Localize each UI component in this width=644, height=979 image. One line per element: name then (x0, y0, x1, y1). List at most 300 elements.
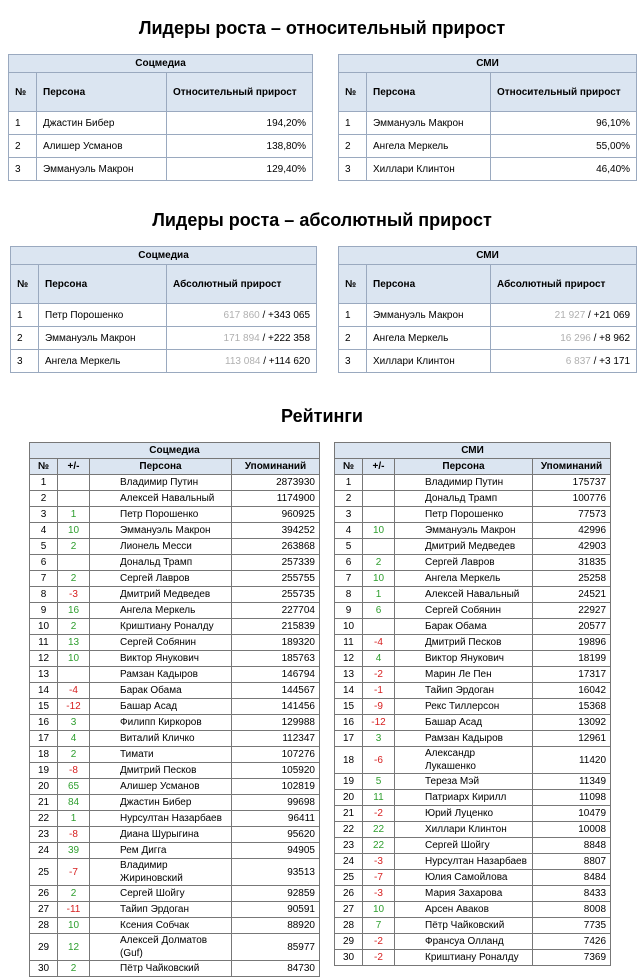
rank-cell: 1 (335, 475, 363, 491)
change-cell (58, 475, 90, 491)
col-person: Персона (367, 265, 491, 304)
table-row (335, 838, 611, 854)
mentions-cell: 257339 (232, 555, 320, 571)
person-cell: Сергей Лавров (395, 555, 533, 571)
rank-cell: 2 (335, 491, 363, 507)
person-cell: Петр Порошенко (395, 507, 533, 523)
person-cell: Дмитрий Медведев (395, 539, 533, 555)
table-row (30, 635, 320, 651)
growth-cell (491, 350, 637, 373)
mentions-cell: 102819 (232, 779, 320, 795)
mentions-cell: 144567 (232, 683, 320, 699)
table-row (30, 507, 320, 523)
rank-cell: 26 (335, 886, 363, 902)
mentions-cell: 2873930 (232, 475, 320, 491)
growth-cell: 55,00% (491, 135, 637, 158)
change-cell: 1 (58, 811, 90, 827)
table-row (30, 918, 320, 934)
table-row (335, 523, 611, 539)
person-cell: Джастин Бибер (90, 795, 232, 811)
rank-cell: 12 (30, 651, 58, 667)
table-row (30, 523, 320, 539)
person-cell: Сергей Шойгу (90, 886, 232, 902)
person-cell: Ангела Меркель (367, 327, 491, 350)
table-row (30, 667, 320, 683)
rank-cell: 8 (335, 587, 363, 603)
change-cell: -11 (58, 902, 90, 918)
col-person: Персона (37, 73, 167, 112)
table-row (30, 843, 320, 859)
mentions-cell: 12961 (533, 731, 611, 747)
mentions-cell: 18199 (533, 651, 611, 667)
person-cell: Виктор Янукович (90, 651, 232, 667)
rank-cell: 16 (335, 715, 363, 731)
rank-cell: 24 (30, 843, 58, 859)
change-cell: -3 (363, 854, 395, 870)
growth-value: / +3 171 (590, 355, 631, 367)
person-cell: Рекс Тиллерсон (395, 699, 533, 715)
person-cell: Франсуа Олланд (395, 934, 533, 950)
person-cell: Нурсултан Назарбаев (90, 811, 232, 827)
table-row (30, 539, 320, 555)
person-cell: Марин Ле Пен (395, 667, 533, 683)
change-cell (363, 475, 395, 491)
rank-cell: 2 (11, 327, 39, 350)
person-cell: Владимир Путин (90, 475, 232, 491)
rank-cell: 15 (30, 699, 58, 715)
change-cell (58, 555, 90, 571)
table-row (30, 571, 320, 587)
group-header: Соцмедиа (11, 247, 317, 265)
col-number: № (9, 73, 37, 112)
rank-cell: 25 (335, 870, 363, 886)
rank-cell: 17 (30, 731, 58, 747)
growth-value: / +222 358 (259, 332, 311, 344)
mentions-cell: 92859 (232, 886, 320, 902)
absolute-growth-media-table (338, 246, 637, 373)
mentions-cell: 11349 (533, 774, 611, 790)
absolute-growth-title: Лидеры роста – абсолютный прирост (152, 210, 492, 230)
rank-cell: 3 (9, 158, 37, 181)
change-cell: 10 (58, 651, 90, 667)
person-cell: Алишер Усманов (37, 135, 167, 158)
change-cell: 3 (363, 731, 395, 747)
rank-cell: 20 (30, 779, 58, 795)
change-cell (363, 539, 395, 555)
mentions-cell: 141456 (232, 699, 320, 715)
person-cell: Барак Обама (90, 683, 232, 699)
change-cell: 11 (363, 790, 395, 806)
person-cell: Хиллари Клинтон (367, 350, 491, 373)
col-absolute-growth: Абсолютный прирост (167, 265, 317, 304)
rank-cell: 19 (30, 763, 58, 779)
mentions-cell: 100776 (533, 491, 611, 507)
table-row (335, 934, 611, 950)
rank-cell: 10 (30, 619, 58, 635)
base-value: 6 837 (565, 355, 591, 367)
base-value: 617 860 (223, 309, 260, 321)
change-cell: 65 (58, 779, 90, 795)
base-value: 16 296 (560, 332, 591, 344)
person-cell: Эммануэль Макрон (367, 304, 491, 327)
growth-cell (167, 327, 317, 350)
mentions-cell: 85977 (232, 934, 320, 961)
person-cell: Петр Порошенко (90, 507, 232, 523)
person-cell: Алексей Навальный (90, 491, 232, 507)
absolute-growth-social-table (10, 246, 317, 373)
mentions-cell: 19896 (533, 635, 611, 651)
table-row (335, 475, 611, 491)
col-mentions: Упоминаний (533, 459, 611, 475)
person-cell: Ксения Собчак (90, 918, 232, 934)
table-row (335, 950, 611, 966)
change-cell: 84 (58, 795, 90, 811)
base-value: 21 927 (554, 309, 586, 321)
person-cell: Юрий Луценко (395, 806, 533, 822)
table-row (30, 619, 320, 635)
change-cell: 22 (363, 838, 395, 854)
change-cell: -4 (58, 683, 90, 699)
person-cell: Сергей Собянин (90, 635, 232, 651)
change-cell: -1 (363, 683, 395, 699)
person-cell: Рамзан Кадыров (395, 731, 533, 747)
person-cell: Филипп Киркоров (90, 715, 232, 731)
change-cell: 4 (58, 731, 90, 747)
person-cell: Владимир Путин (395, 475, 533, 491)
change-cell: 1 (363, 587, 395, 603)
table-row (30, 491, 320, 507)
rank-cell: 19 (335, 774, 363, 790)
mentions-cell: 42996 (533, 523, 611, 539)
change-cell: 39 (58, 843, 90, 859)
person-cell: Дональд Трамп (395, 491, 533, 507)
mentions-cell: 16042 (533, 683, 611, 699)
group-header: Соцмедиа (9, 55, 313, 73)
person-cell: Ангела Меркель (39, 350, 167, 373)
mentions-cell: 7735 (533, 918, 611, 934)
mentions-cell: 255755 (232, 571, 320, 587)
rank-cell: 23 (335, 838, 363, 854)
change-cell: 22 (363, 822, 395, 838)
rank-cell: 3 (30, 507, 58, 523)
mentions-cell: 10479 (533, 806, 611, 822)
rank-cell: 1 (339, 304, 367, 327)
change-cell: -6 (363, 747, 395, 774)
change-cell: 3 (58, 715, 90, 731)
table-row (335, 651, 611, 667)
person-cell: Эммануэль Макрон (367, 112, 491, 135)
change-cell: 10 (58, 523, 90, 539)
table-row (11, 304, 317, 327)
mentions-cell: 13092 (533, 715, 611, 731)
mentions-cell: 99698 (232, 795, 320, 811)
change-cell: -12 (58, 699, 90, 715)
rank-cell: 18 (30, 747, 58, 763)
col-person: Персона (395, 459, 533, 475)
mentions-cell: 77573 (533, 507, 611, 523)
mentions-cell: 215839 (232, 619, 320, 635)
change-cell: -8 (58, 763, 90, 779)
table-row (335, 539, 611, 555)
growth-cell: 96,10% (491, 112, 637, 135)
person-cell: Патриарх Кирилл (395, 790, 533, 806)
table-row (9, 158, 313, 181)
rank-cell: 28 (335, 918, 363, 934)
change-cell: -2 (363, 806, 395, 822)
growth-value: / +21 069 (585, 309, 631, 321)
table-row (30, 827, 320, 843)
rank-cell: 7 (30, 571, 58, 587)
rank-cell: 30 (335, 950, 363, 966)
rank-cell: 9 (30, 603, 58, 619)
rank-cell: 14 (335, 683, 363, 699)
rank-cell: 20 (335, 790, 363, 806)
rank-cell: 2 (9, 135, 37, 158)
rank-cell: 29 (335, 934, 363, 950)
mentions-cell: 960925 (232, 507, 320, 523)
rank-cell: 3 (339, 158, 367, 181)
group-header: СМИ (339, 55, 637, 73)
rank-cell: 1 (30, 475, 58, 491)
mentions-cell: 185763 (232, 651, 320, 667)
col-change: +/- (363, 459, 395, 475)
change-cell: 7 (363, 918, 395, 934)
table-row (335, 555, 611, 571)
person-cell: Тереза Мэй (395, 774, 533, 790)
rank-cell: 27 (335, 902, 363, 918)
mentions-cell: 15368 (533, 699, 611, 715)
person-cell: Эммануэль Макрон (37, 158, 167, 181)
table-row (335, 806, 611, 822)
table-row (335, 603, 611, 619)
growth-cell (167, 304, 317, 327)
col-person: Персона (39, 265, 167, 304)
person-cell: Криштиану Роналду (90, 619, 232, 635)
table-row (335, 699, 611, 715)
mentions-cell: 8433 (533, 886, 611, 902)
person-cell: Ангела Меркель (367, 135, 491, 158)
mentions-cell: 94905 (232, 843, 320, 859)
table-row (30, 587, 320, 603)
mentions-cell: 93513 (232, 859, 320, 886)
change-cell: -3 (58, 587, 90, 603)
person-cell: Дмитрий Песков (90, 763, 232, 779)
table-row (30, 763, 320, 779)
table-row (30, 603, 320, 619)
rank-cell: 10 (335, 619, 363, 635)
group-header: Соцмедиа (30, 443, 320, 459)
table-row (339, 112, 637, 135)
table-row (335, 822, 611, 838)
col-number: № (339, 73, 367, 112)
mentions-cell: 11098 (533, 790, 611, 806)
growth-value: / +8 962 (590, 332, 631, 344)
change-cell: 10 (363, 571, 395, 587)
table-row (11, 327, 317, 350)
mentions-cell: 129988 (232, 715, 320, 731)
table-row (335, 747, 611, 774)
rank-cell: 5 (335, 539, 363, 555)
person-cell: Лионель Месси (90, 539, 232, 555)
change-cell: 2 (58, 747, 90, 763)
col-number: № (339, 265, 367, 304)
rank-cell: 2 (339, 327, 367, 350)
person-cell: Дональд Трамп (90, 555, 232, 571)
change-cell (58, 491, 90, 507)
mentions-cell: 96411 (232, 811, 320, 827)
person-cell: Башар Асад (90, 699, 232, 715)
person-cell: Тимати (90, 747, 232, 763)
table-row (335, 683, 611, 699)
rank-cell: 13 (335, 667, 363, 683)
change-cell: 1 (58, 507, 90, 523)
person-cell: Ангела Меркель (90, 603, 232, 619)
rank-cell: 2 (339, 135, 367, 158)
person-cell: Мария Захарова (395, 886, 533, 902)
growth-cell (491, 327, 637, 350)
rank-cell: 21 (30, 795, 58, 811)
mentions-cell: 84730 (232, 961, 320, 977)
person-cell: Алексей Долматов (Guf) (90, 934, 232, 961)
change-cell: 2 (58, 961, 90, 977)
table-row (335, 619, 611, 635)
table-row (30, 902, 320, 918)
mentions-cell: 11420 (533, 747, 611, 774)
person-cell: Рем Дигга (90, 843, 232, 859)
table-row (335, 571, 611, 587)
mentions-cell: 17317 (533, 667, 611, 683)
person-cell: Криштиану Роналду (395, 950, 533, 966)
rank-cell: 13 (30, 667, 58, 683)
rank-cell: 6 (335, 555, 363, 571)
person-cell: Виталий Кличко (90, 731, 232, 747)
table-row (335, 790, 611, 806)
rank-cell: 5 (30, 539, 58, 555)
rank-cell: 22 (335, 822, 363, 838)
table-row (339, 350, 637, 373)
mentions-cell: 7369 (533, 950, 611, 966)
table-row (30, 715, 320, 731)
mentions-cell: 255735 (232, 587, 320, 603)
base-value: 171 894 (223, 332, 260, 344)
table-row (335, 507, 611, 523)
mentions-cell: 8807 (533, 854, 611, 870)
mentions-cell: 24521 (533, 587, 611, 603)
table-row (335, 491, 611, 507)
person-cell: Пётр Чайковский (90, 961, 232, 977)
rank-cell: 15 (335, 699, 363, 715)
mentions-cell: 107276 (232, 747, 320, 763)
change-cell: -3 (363, 886, 395, 902)
rank-cell: 4 (335, 523, 363, 539)
person-cell: Рамзан Кадыров (90, 667, 232, 683)
person-cell: Сергей Собянин (395, 603, 533, 619)
rank-cell: 21 (335, 806, 363, 822)
rank-cell: 25 (30, 859, 58, 886)
table-row (30, 747, 320, 763)
table-row (9, 112, 313, 135)
rank-cell: 18 (335, 747, 363, 774)
change-cell: 2 (58, 619, 90, 635)
table-row (30, 811, 320, 827)
change-cell (58, 667, 90, 683)
rank-cell: 9 (335, 603, 363, 619)
mentions-cell: 20577 (533, 619, 611, 635)
person-cell: Эммануэль Макрон (395, 523, 533, 539)
change-cell: 4 (363, 651, 395, 667)
mentions-cell: 146794 (232, 667, 320, 683)
table-row (335, 886, 611, 902)
table-row (30, 475, 320, 491)
mentions-cell: 88920 (232, 918, 320, 934)
person-cell: Пётр Чайковский (395, 918, 533, 934)
mentions-cell: 7426 (533, 934, 611, 950)
mentions-cell: 25258 (533, 571, 611, 587)
person-cell: Башар Асад (395, 715, 533, 731)
rank-cell: 3 (335, 507, 363, 523)
person-cell: Эммануэль Макрон (90, 523, 232, 539)
mentions-cell: 175737 (533, 475, 611, 491)
table-row (30, 555, 320, 571)
change-cell (363, 491, 395, 507)
rank-cell: 14 (30, 683, 58, 699)
person-cell: Дмитрий Медведев (90, 587, 232, 603)
person-cell: Сергей Лавров (90, 571, 232, 587)
rank-cell: 23 (30, 827, 58, 843)
rank-cell: 1 (339, 112, 367, 135)
change-cell: 12 (58, 934, 90, 961)
base-value: 113 084 (225, 355, 261, 367)
col-mentions: Упоминаний (232, 459, 320, 475)
mentions-cell: 105920 (232, 763, 320, 779)
person-cell: Барак Обама (395, 619, 533, 635)
table-row (335, 667, 611, 683)
person-cell: Дмитрий Песков (395, 635, 533, 651)
mentions-cell: 263868 (232, 539, 320, 555)
change-cell: -12 (363, 715, 395, 731)
person-cell: Диана Шурыгина (90, 827, 232, 843)
person-cell: Хиллари Клинтон (367, 158, 491, 181)
table-row (30, 886, 320, 902)
rank-cell: 26 (30, 886, 58, 902)
ratings-media-table (334, 442, 611, 966)
person-cell: Джастин Бибер (37, 112, 167, 135)
table-row (339, 158, 637, 181)
mentions-cell: 227704 (232, 603, 320, 619)
person-cell: Тайип Эрдоган (90, 902, 232, 918)
rank-cell: 7 (335, 571, 363, 587)
rank-cell: 2 (30, 491, 58, 507)
mentions-cell: 189320 (232, 635, 320, 651)
table-row (11, 350, 317, 373)
table-row (335, 774, 611, 790)
ratings-title: Рейтинги (281, 406, 363, 426)
rank-cell: 24 (335, 854, 363, 870)
mentions-cell: 31835 (533, 555, 611, 571)
col-number: № (30, 459, 58, 475)
rank-cell: 17 (335, 731, 363, 747)
rank-cell: 27 (30, 902, 58, 918)
growth-cell: 138,80% (167, 135, 313, 158)
rank-cell: 11 (30, 635, 58, 651)
growth-cell: 194,20% (167, 112, 313, 135)
person-cell: Алишер Усманов (90, 779, 232, 795)
table-row (30, 934, 320, 961)
change-cell: 2 (58, 571, 90, 587)
change-cell: -8 (58, 827, 90, 843)
rank-cell: 1 (9, 112, 37, 135)
mentions-cell: 112347 (232, 731, 320, 747)
